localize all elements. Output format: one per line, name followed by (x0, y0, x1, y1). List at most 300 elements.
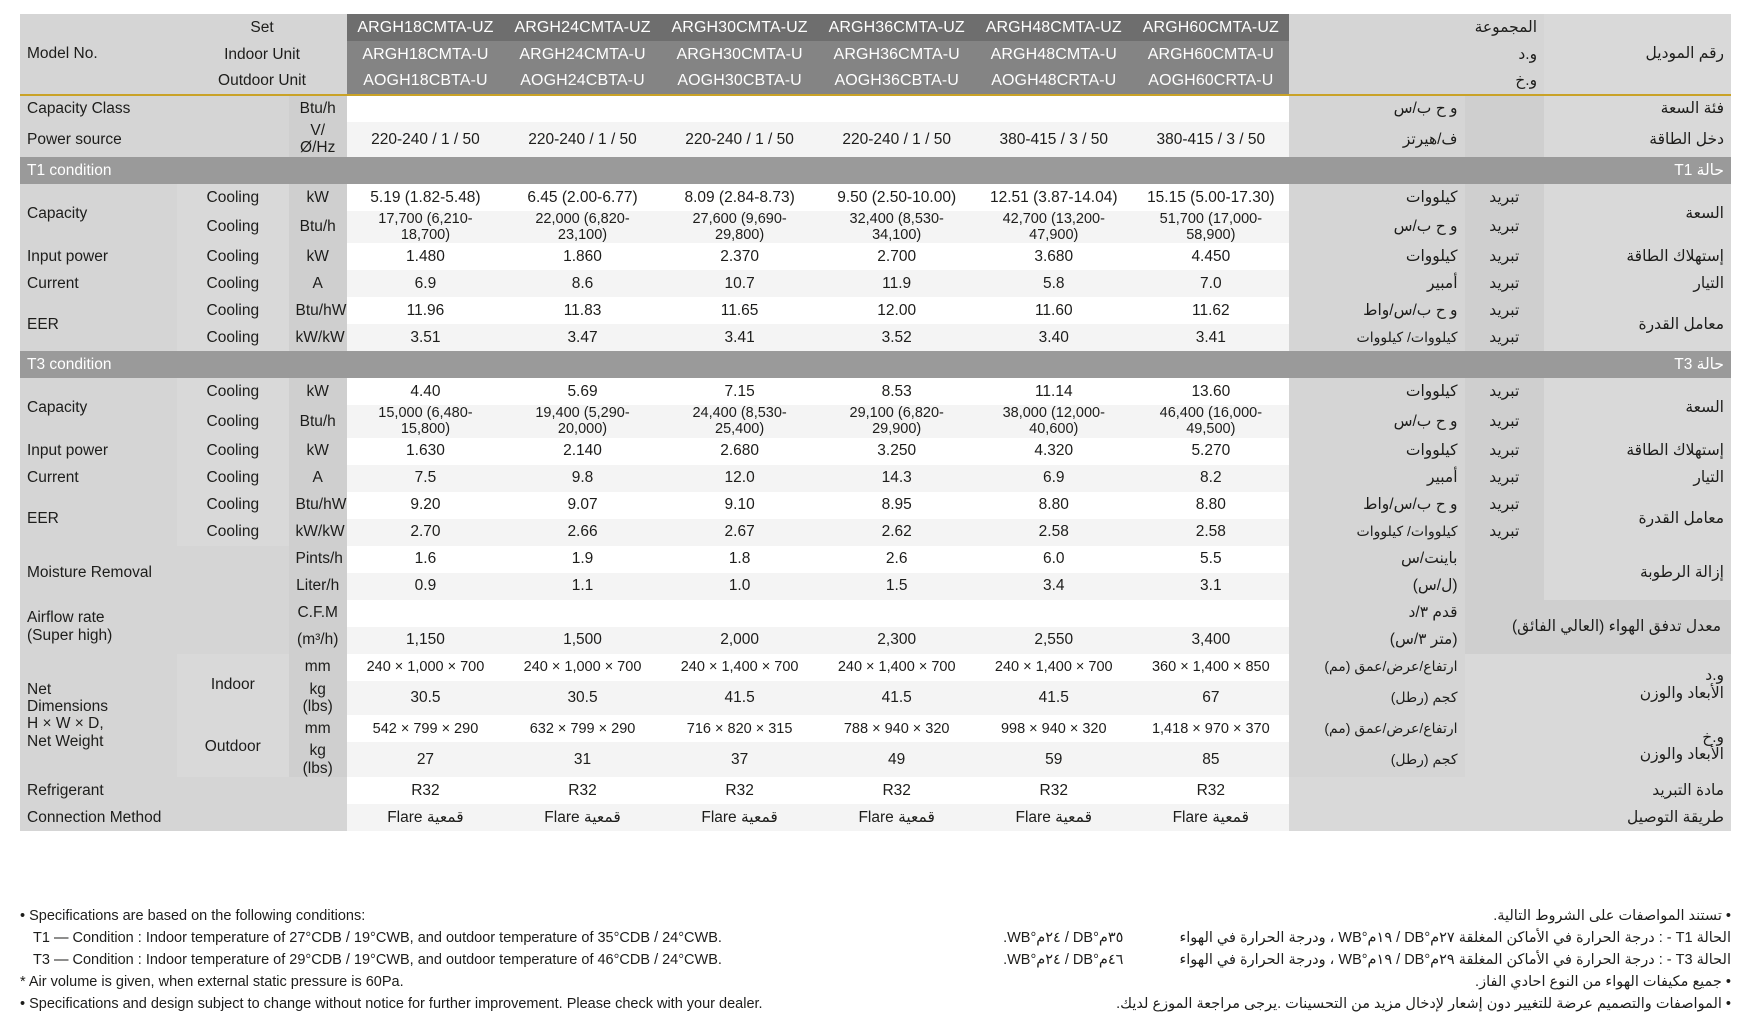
footnote-ar-line3: الحالة T3 - : درجة الحرارة في الأماكن المغلقة ٢٩م°DB / ١٩م°WB ، ودرجة الحرارة في الهواء (1179, 952, 1731, 969)
row-indoor-dimensions (20, 654, 1731, 681)
model-row-indoor (20, 41, 1731, 68)
t1-eer-mode-ar: تبريد (1465, 297, 1545, 324)
model-outdoor-value: AOGH36CBTA-U (818, 68, 975, 95)
moisture-removal-label: Moisture Removal (20, 546, 289, 600)
t1-input-power-value: 1.480 (347, 243, 504, 270)
capacity-class-value (818, 95, 975, 122)
t1-eer-kwkw-value: 3.47 (504, 324, 661, 351)
model-set-value: ARGH36CMTA-UZ (818, 14, 975, 41)
power-source-value: 220-240 / 1 / 50 (818, 122, 975, 157)
t3-capacity-mode-ar: تبريد (1465, 378, 1545, 405)
t1-band-label: T1 condition (20, 157, 818, 184)
row-t3-input-power (20, 438, 1731, 465)
t1-current-value: 11.9 (818, 270, 975, 297)
t3-eer-kwkw-value: 2.58 (1132, 519, 1289, 546)
t1-eer-btuhw-value: 11.65 (661, 297, 818, 324)
row-refrigerant (20, 777, 1731, 804)
t1-capacity-label: Capacity (20, 184, 177, 243)
t1-current-mode: Cooling (177, 270, 288, 297)
t3-eer-unit: kW/kW (289, 519, 347, 546)
outdoor-weight-value: 37 (661, 742, 818, 777)
capacity-class-value (347, 95, 504, 122)
row-capacity-class (20, 95, 1731, 122)
t3-capacity-btu-value: 29,100 (6,820-29,900) (818, 405, 975, 437)
moisture-liter-value: 3.4 (975, 573, 1132, 600)
t3-eer-label: EER (20, 492, 177, 546)
airflow-m3h-value: 2,300 (818, 627, 975, 654)
t3-eer-mode-ar: تبريد (1465, 519, 1545, 546)
moisture-pints-value: 2.6 (818, 546, 975, 573)
connection-method-value: Flare قمعية (347, 804, 504, 831)
airflow-m3h-value: 2,550 (975, 627, 1132, 654)
t3-current-value: 12.0 (661, 465, 818, 492)
indoor-label-ar-line1: و.د (1705, 667, 1724, 685)
moisture-liter-value: 1.0 (661, 573, 818, 600)
t1-input-power-value: 3.680 (975, 243, 1132, 270)
footnote-ar-line3-temp: ٤٦م°DB / ٢٤م°WB. (1003, 952, 1124, 969)
footnote-en-line1: • Specifications are based on the following conditions: (20, 908, 366, 924)
footnote-en-line2: T1 — Condition : Indoor temperature of 27°CDB / 19°CWB, and outdoor temperature of 35°CDB / 24°CWB. (33, 930, 722, 947)
t3-capacity-unit-ar: و ح ب/س (1289, 405, 1464, 437)
section-band-t3 (20, 351, 1731, 378)
moisture-pints-value: 1.9 (504, 546, 661, 573)
footnote-en-line3: T3 — Condition : Indoor temperature of 29°CDB / 19°CWB, and outdoor temperature of 46°CDB / 24°CWB. (33, 952, 722, 969)
outdoor-dimensions-value: 998 × 940 × 320 (975, 715, 1132, 742)
outdoor-unit-kg: kg (lbs) (289, 742, 347, 777)
moisture-pints-value: 1.8 (661, 546, 818, 573)
t1-input-power-value: 1.860 (504, 243, 661, 270)
indoor-dimensions-value: 240 × 1,400 × 700 (661, 654, 818, 681)
moisture-mode-ar (1465, 546, 1545, 600)
model-indoor-value: ARGH36CMTA-U (818, 41, 975, 68)
t3-current-value: 14.3 (818, 465, 975, 492)
footnotes (20, 905, 1731, 1015)
model-set-value: ARGH60CMTA-UZ (1132, 14, 1289, 41)
t1-capacity-btu-value: 51,700 (17,000-58,900) (1132, 211, 1289, 243)
moisture-liter-value: 1.1 (504, 573, 661, 600)
model-outdoor-value: AOGH18CBTA-U (347, 68, 504, 95)
connection-method-value: Flare قمعية (1132, 804, 1289, 831)
t3-current-label: Current (20, 465, 177, 492)
footnote-ar-line2-row (881, 927, 1731, 949)
moisture-liter-value: 1.5 (818, 573, 975, 600)
airflow-rate-label (20, 600, 289, 654)
moisture-unit-pints: Pints/h (289, 546, 347, 573)
t1-input-power-value: 2.370 (661, 243, 818, 270)
t3-input-power-label-ar: إستهلاك الطاقة (1544, 438, 1731, 465)
refrigerant-value: R32 (818, 777, 975, 804)
t1-band-label-ar: حالة T1 (818, 157, 1731, 184)
row-t1-current (20, 270, 1731, 297)
outdoor-dimensions-value: 1,418 × 970 × 370 (1132, 715, 1289, 742)
capacity-class-mode-ar (1465, 95, 1545, 122)
footnote-ar-line2-temp: ٣٥م°DB / ٢٤م°WB. (1003, 930, 1124, 947)
footnote-ar-line2: الحالة T1 - : درجة الحرارة في الأماكن المغلقة ٢٧م°DB / ١٩م°WB ، ودرجة الحرارة في الهواء (1179, 930, 1731, 947)
t1-current-unit: A (289, 270, 347, 297)
connection-method-value: Flare قمعية (818, 804, 975, 831)
power-source-unit-ar: ف/هيرتز (1289, 122, 1464, 157)
t3-capacity-mode: Cooling (177, 378, 288, 405)
t1-eer-mode-ar: تبريد (1465, 324, 1545, 351)
indoor-dimensions-value: 240 × 1,400 × 700 (818, 654, 975, 681)
power-source-unit: V/Ø/Hz (289, 122, 347, 157)
net-dimensions-label-line3: H × W × D, (27, 715, 104, 733)
model-no-label: Model No. (20, 14, 177, 95)
model-set-value: ARGH24CMTA-UZ (504, 14, 661, 41)
power-source-label-ar: دخل الطاقة (1544, 122, 1731, 157)
t3-input-power-mode: Cooling (177, 438, 288, 465)
row-t3-current (20, 465, 1731, 492)
capacity-class-value (661, 95, 818, 122)
t3-eer-unit-ar: كيلووات/ كيلووات (1289, 519, 1464, 546)
footnote-en-line5: • Specifications and design subject to change without notice for further improvement. Please check with your dealer. (20, 996, 763, 1013)
section-band-t1 (20, 157, 1731, 184)
moisture-liter-value: 3.1 (1132, 573, 1289, 600)
t1-eer-kwkw-value: 3.41 (661, 324, 818, 351)
t1-capacity-mode-ar: تبريد (1465, 211, 1545, 243)
t3-band-label: T3 condition (20, 351, 818, 378)
t3-band-label-ar: حالة T3 (818, 351, 1731, 378)
t3-capacity-btu-value: 24,400 (8,530-25,400) (661, 405, 818, 437)
refrigerant-value: R32 (1132, 777, 1289, 804)
refrigerant-label-ar: مادة التبريد (1289, 777, 1731, 804)
moisture-unit-liter-ar: (ل/س) (1289, 573, 1464, 600)
t3-eer-btuhw-value: 9.20 (347, 492, 504, 519)
indoor-unit-mm: mm (289, 654, 347, 681)
outdoor-dimensions-value: 788 × 940 × 320 (818, 715, 975, 742)
airflow-cfm-value (975, 600, 1132, 627)
row-t3-eer-kwkw (20, 519, 1731, 546)
t1-eer-btuhw-value: 12.00 (818, 297, 975, 324)
indoor-weight-value: 30.5 (504, 681, 661, 716)
refrigerant-value: R32 (347, 777, 504, 804)
outdoor-label-ar-line1: و.خ (1702, 728, 1724, 746)
t3-capacity-kw-value: 7.15 (661, 378, 818, 405)
model-outdoor-value: AOGH60CRTA-U (1132, 68, 1289, 95)
moisture-unit-pints-ar: باينت/س (1289, 546, 1464, 573)
indoor-weight-value: 41.5 (661, 681, 818, 716)
t3-eer-btuhw-value: 8.95 (818, 492, 975, 519)
power-source-value: 220-240 / 1 / 50 (504, 122, 661, 157)
model-indoor-label: Indoor Unit (177, 41, 347, 68)
t1-input-power-label: Input power (20, 243, 177, 270)
t3-eer-kwkw-value: 2.67 (661, 519, 818, 546)
t1-capacity-label-ar: السعة (1544, 184, 1731, 243)
outdoor-weight-value: 59 (975, 742, 1132, 777)
t1-capacity-kw-value: 6.45 (2.00-6.77) (504, 184, 661, 211)
airflow-cfm-value (818, 600, 975, 627)
t1-capacity-mode: Cooling (177, 211, 288, 243)
t3-input-power-value: 2.680 (661, 438, 818, 465)
t3-eer-label-ar: معامل القدرة (1544, 492, 1731, 546)
outdoor-weight-value: 85 (1132, 742, 1289, 777)
model-indoor-value: ARGH48CMTA-U (975, 41, 1132, 68)
t3-capacity-unit-ar: كيلووات (1289, 378, 1464, 405)
t1-current-value: 7.0 (1132, 270, 1289, 297)
t1-capacity-mode-ar: تبريد (1465, 184, 1545, 211)
airflow-cfm-value (504, 600, 661, 627)
t3-eer-btuhw-value: 8.80 (975, 492, 1132, 519)
indoor-label-ar-line2: الأبعاد والوزن (1639, 684, 1724, 702)
outdoor-unit-mm: mm (289, 715, 347, 742)
t3-eer-kwkw-value: 2.70 (347, 519, 504, 546)
moisture-pints-value: 1.6 (347, 546, 504, 573)
row-power-source (20, 122, 1731, 157)
model-set-label: Set (177, 14, 347, 41)
t1-eer-label-ar: معامل القدرة (1544, 297, 1731, 351)
indoor-weight-value: 41.5 (818, 681, 975, 716)
t3-capacity-btu-value: 15,000 (6,480-15,800) (347, 405, 504, 437)
model-set-value: ARGH30CMTA-UZ (661, 14, 818, 41)
net-dimensions-label-line1: Net (27, 680, 52, 698)
capacity-class-value (975, 95, 1132, 122)
outdoor-label-ar-line2: الأبعاد والوزن (1639, 746, 1724, 764)
connection-method-label-ar: طريقة التوصيل (1289, 804, 1731, 831)
indoor-unit-kg-ar: كجم (رطل) (1289, 681, 1464, 716)
t3-capacity-mode-ar: تبريد (1465, 405, 1545, 437)
footnote-ar-line4: • جميع مكيفات الهواء من النوع احادي الفاز. (1475, 974, 1731, 991)
t1-input-power-mode: Cooling (177, 243, 288, 270)
t1-eer-mode: Cooling (177, 324, 288, 351)
model-indoor-value: ARGH18CMTA-U (347, 41, 504, 68)
t3-eer-mode-ar: تبريد (1465, 492, 1545, 519)
t1-capacity-kw-value: 9.50 (2.50-10.00) (818, 184, 975, 211)
outdoor-label: Outdoor (177, 715, 288, 777)
moisture-unit-liter: Liter/h (289, 573, 347, 600)
footnotes-english (20, 905, 840, 1015)
t1-current-value: 5.8 (975, 270, 1132, 297)
footnote-ar-line5: • المواصفات والتصميم عرضة للتغيير دون إشعار لإدخال مزيد من التحسينات .يرجى مراجعة الموزع لديك. (1116, 996, 1731, 1013)
t1-eer-label: EER (20, 297, 177, 351)
t3-capacity-label-ar: السعة (1544, 378, 1731, 437)
moisture-removal-label-ar: إزالة الرطوبة (1544, 546, 1731, 600)
t3-input-power-unit: kW (289, 438, 347, 465)
t1-eer-kwkw-value: 3.52 (818, 324, 975, 351)
refrigerant-value: R32 (661, 777, 818, 804)
t3-input-power-value: 1.630 (347, 438, 504, 465)
net-dimensions-label (20, 654, 177, 777)
t3-capacity-label: Capacity (20, 378, 177, 437)
airflow-cfm-value (1132, 600, 1289, 627)
moisture-liter-value: 0.9 (347, 573, 504, 600)
t1-current-value: 6.9 (347, 270, 504, 297)
power-source-value: 380-415 / 3 / 50 (1132, 122, 1289, 157)
model-indoor-value: ARGH30CMTA-U (661, 41, 818, 68)
airflow-cfm-value (347, 600, 504, 627)
indoor-dimensions-value: 240 × 1,000 × 700 (504, 654, 661, 681)
t3-capacity-btu-value: 19,400 (5,290-20,000) (504, 405, 661, 437)
indoor-label-ar (1465, 654, 1732, 716)
airflow-rate-label-ar: معدل تدفق الهواء (العالي الفائق) (1465, 600, 1732, 654)
t3-capacity-unit: Btu/h (289, 405, 347, 437)
t1-eer-mode: Cooling (177, 297, 288, 324)
refrigerant-value: R32 (975, 777, 1132, 804)
t1-eer-unit-ar: كيلووات/ كيلووات (1289, 324, 1464, 351)
row-outdoor-dimensions (20, 715, 1731, 742)
footnotes-arabic (881, 905, 1731, 1015)
footnote-ar-line1: • تستند المواصفات على الشروط التالية. (1493, 908, 1731, 924)
airflow-unit-cfm: C.F.M (289, 600, 347, 627)
t1-capacity-btu-value: 17,700 (6,210-18,700) (347, 211, 504, 243)
t1-current-value: 8.6 (504, 270, 661, 297)
t1-eer-unit: Btu/hW (289, 297, 347, 324)
indoor-dimensions-value: 360 × 1,400 × 850 (1132, 654, 1289, 681)
specification-table (20, 14, 1731, 831)
t3-current-value: 8.2 (1132, 465, 1289, 492)
t3-current-value: 9.8 (504, 465, 661, 492)
t1-capacity-unit-ar: و ح ب/س (1289, 211, 1464, 243)
t1-eer-kwkw-value: 3.51 (347, 324, 504, 351)
t3-eer-btuhw-value: 9.10 (661, 492, 818, 519)
t1-capacity-unit: kW (289, 184, 347, 211)
airflow-unit-cfm-ar: قدم ٣/د (1289, 600, 1464, 627)
t1-capacity-kw-value: 12.51 (3.87-14.04) (975, 184, 1132, 211)
t1-input-power-unit-ar: كيلووات (1289, 243, 1464, 270)
power-source-value: 220-240 / 1 / 50 (347, 122, 504, 157)
t1-capacity-btu-value: 22,000 (6,820-23,100) (504, 211, 661, 243)
t1-input-power-value: 2.700 (818, 243, 975, 270)
t3-eer-unit: Btu/hW (289, 492, 347, 519)
t1-current-value: 10.7 (661, 270, 818, 297)
t1-capacity-btu-value: 32,400 (8,530-34,100) (818, 211, 975, 243)
indoor-dimensions-value: 240 × 1,400 × 700 (975, 654, 1132, 681)
refrigerant-label: Refrigerant (20, 777, 347, 804)
t3-input-power-value: 4.320 (975, 438, 1132, 465)
t3-capacity-mode: Cooling (177, 405, 288, 437)
outdoor-weight-value: 31 (504, 742, 661, 777)
power-source-mode-ar (1465, 122, 1545, 157)
airflow-rate-label-line1: Airflow rate (27, 609, 105, 627)
indoor-weight-value: 41.5 (975, 681, 1132, 716)
power-source-value: 380-415 / 3 / 50 (975, 122, 1132, 157)
t3-input-power-value: 3.250 (818, 438, 975, 465)
airflow-rate-label-line2: (Super high) (27, 626, 113, 644)
outdoor-unit-mm-ar: ارتفاع/عرض/عمق (مم) (1289, 715, 1464, 742)
row-t1-eer-btuhw (20, 297, 1731, 324)
capacity-class-unit: Btu/h (289, 95, 347, 122)
model-set-value: ARGH18CMTA-UZ (347, 14, 504, 41)
indoor-weight-value: 67 (1132, 681, 1289, 716)
t1-capacity-unit: Btu/h (289, 211, 347, 243)
capacity-class-unit-ar: و ح ب/س (1289, 95, 1464, 122)
t3-current-unit-ar: أمبير (1289, 465, 1464, 492)
net-dimensions-label-line2: Dimensions (27, 698, 108, 716)
footnote-en-line4: * Air volume is given, when external static pressure is 60Pa. (20, 974, 404, 991)
t3-capacity-btu-value: 46,400 (16,000-49,500) (1132, 405, 1289, 437)
airflow-unit-m3h: (m³/h) (289, 627, 347, 654)
t1-current-label: Current (20, 270, 177, 297)
row-t3-capacity-kw (20, 378, 1731, 405)
model-indoor-label-ar: و.د (1289, 41, 1544, 68)
t1-capacity-unit-ar: كيلووات (1289, 184, 1464, 211)
t3-input-power-mode-ar: تبريد (1465, 438, 1545, 465)
t3-capacity-btu-value: 38,000 (12,000-40,600) (975, 405, 1132, 437)
t3-eer-btuhw-value: 8.80 (1132, 492, 1289, 519)
t3-current-value: 6.9 (975, 465, 1132, 492)
connection-method-label: Connection Method (20, 804, 347, 831)
airflow-m3h-value: 2,000 (661, 627, 818, 654)
t3-eer-kwkw-value: 2.58 (975, 519, 1132, 546)
model-outdoor-value: AOGH30CBTA-U (661, 68, 818, 95)
t3-capacity-kw-value: 4.40 (347, 378, 504, 405)
row-t1-capacity-kw (20, 184, 1731, 211)
t3-capacity-kw-value: 13.60 (1132, 378, 1289, 405)
connection-method-value: Flare قمعية (661, 804, 818, 831)
t3-capacity-kw-value: 5.69 (504, 378, 661, 405)
row-t1-capacity-btu (20, 211, 1731, 243)
t1-capacity-btu-value: 27,600 (9,690-29,800) (661, 211, 818, 243)
outdoor-unit-kg-ar: كجم (رطل) (1289, 742, 1464, 777)
outdoor-dimensions-value: 632 × 799 × 290 (504, 715, 661, 742)
row-t3-eer-btuhw (20, 492, 1731, 519)
t3-capacity-unit: kW (289, 378, 347, 405)
t3-eer-unit-ar: و ح ب/س/واط (1289, 492, 1464, 519)
t1-input-power-label-ar: إستهلاك الطاقة (1544, 243, 1731, 270)
power-source-label: Power source (20, 122, 289, 157)
t1-input-power-unit: kW (289, 243, 347, 270)
outdoor-dimensions-value: 716 × 820 × 315 (661, 715, 818, 742)
t3-eer-btuhw-value: 9.07 (504, 492, 661, 519)
capacity-class-value (1132, 95, 1289, 122)
moisture-pints-value: 6.0 (975, 546, 1132, 573)
t1-input-power-mode-ar: تبريد (1465, 243, 1545, 270)
t1-eer-btuhw-value: 11.83 (504, 297, 661, 324)
model-outdoor-value: AOGH24CBTA-U (504, 68, 661, 95)
model-row-set (20, 14, 1731, 41)
indoor-unit-mm-ar: ارتفاع/عرض/عمق (مم) (1289, 654, 1464, 681)
outdoor-dimensions-value: 542 × 799 × 290 (347, 715, 504, 742)
indoor-weight-value: 30.5 (347, 681, 504, 716)
t3-current-unit: A (289, 465, 347, 492)
t3-eer-kwkw-value: 2.62 (818, 519, 975, 546)
t3-current-mode: Cooling (177, 465, 288, 492)
net-dimensions-label-line4: Net Weight (27, 732, 104, 750)
row-moisture-pints (20, 546, 1731, 573)
t1-eer-kwkw-value: 3.40 (975, 324, 1132, 351)
t3-capacity-kw-value: 11.14 (975, 378, 1132, 405)
airflow-unit-m3h-ar: (متر ٣/س) (1289, 627, 1464, 654)
airflow-cfm-value (661, 600, 818, 627)
t1-capacity-kw-value: 8.09 (2.84-8.73) (661, 184, 818, 211)
footnote-ar-line3-row (881, 949, 1731, 971)
t1-capacity-kw-value: 5.19 (1.82-5.48) (347, 184, 504, 211)
model-outdoor-label-ar: و.خ (1289, 68, 1544, 95)
t1-eer-btuhw-value: 11.60 (975, 297, 1132, 324)
t3-input-power-unit-ar: كيلووات (1289, 438, 1464, 465)
row-t1-input-power (20, 243, 1731, 270)
model-indoor-value: ARGH24CMTA-U (504, 41, 661, 68)
t1-eer-btuhw-value: 11.62 (1132, 297, 1289, 324)
airflow-m3h-value: 1,500 (504, 627, 661, 654)
outdoor-weight-value: 49 (818, 742, 975, 777)
model-outdoor-label: Outdoor Unit (177, 68, 347, 95)
t1-capacity-kw-value: 15.15 (5.00-17.30) (1132, 184, 1289, 211)
model-row-outdoor (20, 68, 1731, 95)
row-t1-eer-kwkw (20, 324, 1731, 351)
outdoor-label-ar (1465, 715, 1732, 777)
row-t3-capacity-btu (20, 405, 1731, 437)
capacity-class-label: Capacity Class (20, 95, 289, 122)
t1-eer-btuhw-value: 11.96 (347, 297, 504, 324)
refrigerant-value: R32 (504, 777, 661, 804)
t3-input-power-value: 2.140 (504, 438, 661, 465)
t1-eer-unit: kW/kW (289, 324, 347, 351)
t3-current-mode-ar: تبريد (1465, 465, 1545, 492)
row-connection-method (20, 804, 1731, 831)
t3-eer-mode: Cooling (177, 519, 288, 546)
t1-capacity-mode: Cooling (177, 184, 288, 211)
indoor-label: Indoor (177, 654, 288, 716)
